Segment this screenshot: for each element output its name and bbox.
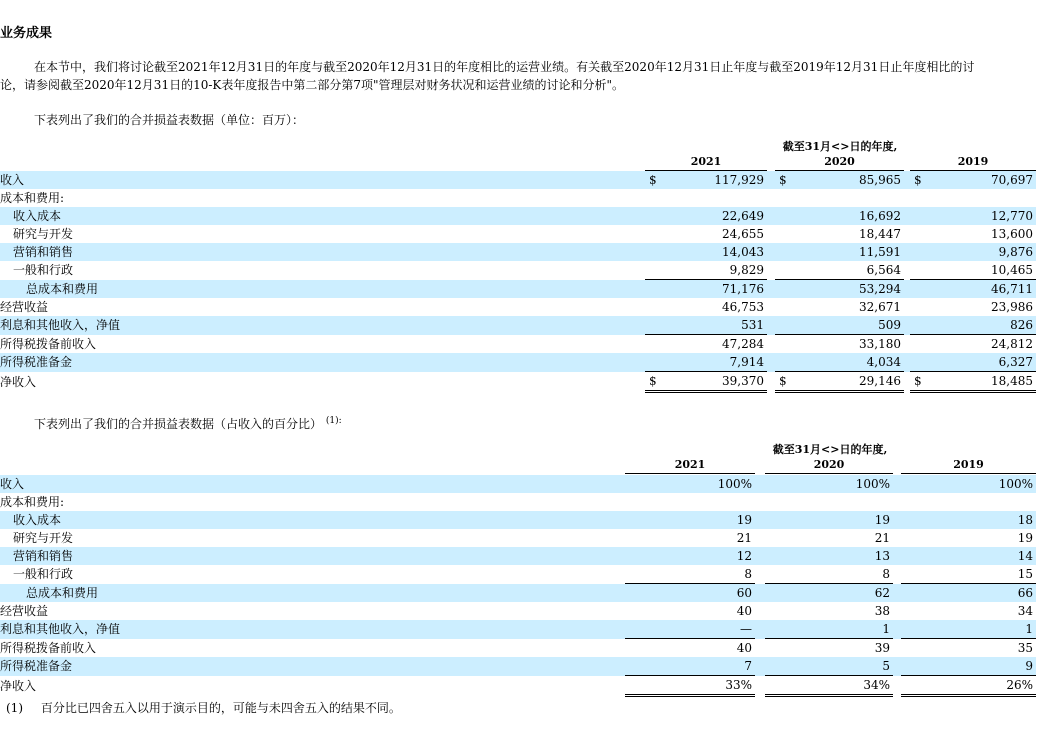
currency-cell: $ [775, 372, 793, 392]
currency-cell [775, 353, 793, 372]
table-row [0, 353, 1036, 372]
currency-cell: $ [645, 372, 663, 392]
value-cell: 62 [765, 584, 893, 603]
row-label: 收入成本 [0, 511, 625, 529]
table-row [0, 547, 1036, 565]
value-cell: 100% [765, 475, 893, 493]
row-label: 总成本和费用 [0, 584, 625, 603]
table2-year-header [0, 457, 1036, 474]
currency-cell [775, 261, 793, 280]
currency-cell [645, 189, 663, 207]
currency-cell [910, 353, 928, 372]
currency-cell [775, 298, 793, 316]
row-label: 净收入 [0, 678, 37, 693]
row-label: 营销和销售 [0, 547, 625, 565]
spacer-cell [755, 639, 765, 658]
row-label: 总成本和费用 [0, 280, 645, 299]
value-cell: 1 [901, 620, 1036, 639]
value-cell: 13,600 [991, 227, 1033, 241]
value-cell [793, 189, 904, 207]
value-cell: 100% [625, 475, 755, 493]
table-row [0, 225, 1036, 243]
value-cell: 32,671 [859, 300, 901, 314]
currency-cell [645, 316, 663, 335]
spacer-cell [767, 171, 775, 189]
spacer-cell [893, 511, 901, 529]
table2-year-2019: 2019 [901, 457, 1036, 474]
row-label: 利息和其他收入，净值 [0, 620, 625, 639]
value-cell: 8 [882, 567, 890, 581]
currency-cell [645, 280, 663, 299]
value-cell: 531 [663, 316, 767, 335]
row-label: 利息和其他收入，净值 [0, 316, 645, 335]
value-cell: 46,711 [928, 280, 1036, 299]
value-cell: 10,465 [991, 263, 1033, 277]
value-cell: 8 [744, 567, 752, 581]
value-cell: 40 [736, 604, 752, 618]
spacer-cell [767, 335, 775, 354]
spacer-cell [767, 243, 775, 261]
spacer-cell [755, 620, 765, 639]
currency-cell [910, 298, 928, 316]
value-cell: 100% [901, 475, 1036, 493]
table-row [0, 316, 1036, 335]
row-label: 收入 [0, 171, 645, 189]
currency-cell [775, 316, 793, 335]
currency-cell [645, 207, 663, 225]
spacer-cell [755, 584, 765, 603]
spacer-cell [767, 353, 775, 372]
value-cell: 18,447 [859, 227, 901, 241]
value-cell: 46,753 [722, 300, 764, 314]
currency-cell [910, 261, 928, 280]
income-statement-percent-table [0, 475, 1036, 697]
row-label: 收入成本 [0, 207, 645, 225]
table-row [0, 207, 1036, 225]
spacer-cell [893, 493, 901, 511]
row-label: 一般和行政 [13, 567, 74, 582]
value-cell [663, 189, 767, 207]
value-cell [765, 493, 893, 511]
value-cell: 21 [874, 531, 890, 545]
table1-period-header: 截至31月<>日的年度, [782, 140, 898, 153]
currency-cell [645, 225, 663, 243]
spacer-cell [755, 657, 765, 676]
currency-cell [645, 335, 663, 354]
value-cell: 85,965 [793, 171, 904, 189]
spacer-cell [755, 547, 765, 565]
table-row [0, 475, 1036, 493]
currency-cell [775, 243, 793, 261]
table-row [0, 584, 1036, 603]
row-label: 所得税准备金 [0, 353, 645, 372]
value-cell: 70,697 [928, 171, 1036, 189]
table1-year-2020: 2020 [775, 154, 904, 171]
spacer-cell [893, 657, 901, 676]
value-cell: 9 [901, 657, 1036, 676]
table-row [0, 372, 1036, 392]
table-row [0, 243, 1036, 261]
value-cell: 53,294 [793, 280, 904, 299]
row-label: 收入 [0, 475, 625, 493]
value-cell: 26% [901, 676, 1036, 696]
intro-paragraph [0, 58, 1041, 94]
value-cell: 21 [736, 531, 752, 545]
value-cell: 7 [625, 657, 755, 676]
row-label: 一般和行政 [13, 263, 74, 278]
value-cell: 19 [765, 511, 893, 529]
currency-cell [645, 261, 663, 280]
currency-cell [910, 225, 928, 243]
table-row [0, 335, 1036, 354]
value-cell: 35 [901, 639, 1036, 658]
value-cell: 33,180 [793, 335, 904, 354]
value-cell: 4,034 [793, 353, 904, 372]
spacer-cell [767, 316, 775, 335]
currency-cell [910, 280, 928, 299]
value-cell: 39 [765, 639, 893, 658]
row-label: 所得税准备金 [0, 657, 625, 676]
value-cell: 47,284 [663, 335, 767, 354]
value-cell: — [625, 620, 755, 639]
currency-cell [775, 335, 793, 354]
value-cell: 16,692 [793, 207, 904, 225]
value-cell: 117,929 [663, 171, 767, 189]
value-cell: 40 [625, 639, 755, 658]
value-cell [928, 189, 1036, 207]
row-label: 成本和费用: [0, 191, 65, 205]
currency-cell [775, 225, 793, 243]
spacer-cell [893, 620, 901, 639]
value-cell: 11,591 [793, 243, 904, 261]
value-cell [625, 493, 755, 511]
table-row [0, 602, 1036, 620]
value-cell: 14,043 [663, 243, 767, 261]
spacer-cell [767, 207, 775, 225]
currency-cell: $ [910, 171, 928, 189]
value-cell: 15 [1017, 567, 1033, 581]
intro-line-1: 在本节中，我们将讨论截至2021年12月31日的年度与截至2020年12月31日的年度相比的运营业绩。有关截至2020年12月31日止年度与截至2019年12月31日止年度相比的讨 [34, 60, 975, 74]
spacer-cell [755, 511, 765, 529]
value-cell: 24,655 [722, 227, 764, 241]
currency-cell [910, 243, 928, 261]
spacer-cell [767, 372, 775, 392]
value-cell: 34 [1017, 604, 1033, 618]
currency-cell: $ [775, 171, 793, 189]
table-row [0, 657, 1036, 676]
value-cell [901, 493, 1036, 511]
table1-year-header [0, 154, 1036, 171]
value-cell: 826 [928, 316, 1036, 335]
currency-cell [645, 298, 663, 316]
value-cell: 66 [901, 584, 1036, 603]
spacer-cell [767, 261, 775, 280]
table2-year-2020: 2020 [765, 457, 893, 474]
table-row [0, 189, 1036, 207]
table2-period-header: 截至31月<>日的年度, [772, 443, 888, 456]
table-row [0, 511, 1036, 529]
table-row [0, 620, 1036, 639]
spacer-cell [893, 602, 901, 620]
value-cell: 18 [901, 511, 1036, 529]
spacer-cell [893, 584, 901, 603]
value-cell: 23,986 [991, 300, 1033, 314]
table1-year-2019: 2019 [910, 154, 1036, 171]
value-cell: 5 [765, 657, 893, 676]
row-label: 营销和销售 [0, 243, 645, 261]
value-cell: 9,876 [928, 243, 1036, 261]
row-label: 研究与开发 [13, 531, 74, 545]
footnote-ref: (1): [325, 416, 342, 426]
value-cell: 13 [765, 547, 893, 565]
spacer-cell [893, 529, 901, 547]
value-cell: 19 [1017, 531, 1033, 545]
footnote [6, 699, 401, 716]
value-cell: 14 [901, 547, 1036, 565]
income-statement-millions-table [0, 171, 1036, 393]
value-cell: 34% [765, 676, 893, 696]
spacer-cell [893, 547, 901, 565]
value-cell: 39,370 [663, 372, 767, 392]
footnote-text: 百分比已四舍五入以用于演示目的，可能与未四舍五入的结果不同。 [40, 701, 401, 715]
table-row [0, 280, 1036, 299]
spacer-cell [755, 493, 765, 511]
currency-cell [910, 189, 928, 207]
spacer-cell [755, 529, 765, 547]
table1-caption: 下表列出了我们的合并损益表数据（单位：百万）： [34, 113, 305, 127]
currency-cell: $ [910, 372, 928, 392]
currency-cell [775, 207, 793, 225]
currency-cell [645, 353, 663, 372]
currency-cell: $ [645, 171, 663, 189]
currency-cell [910, 316, 928, 335]
row-label: 净收入 [0, 374, 37, 389]
value-cell: 24,812 [928, 335, 1036, 354]
row-label: 所得税拨备前收入 [0, 336, 97, 351]
spacer-cell [767, 280, 775, 299]
currency-cell [775, 189, 793, 207]
value-cell: 22,649 [663, 207, 767, 225]
section-heading: 业务成果 [0, 26, 53, 41]
row-label: 经营收益 [0, 604, 49, 618]
value-cell: 509 [793, 316, 904, 335]
value-cell: 1 [765, 620, 893, 639]
spacer-cell [755, 602, 765, 620]
table-row [0, 261, 1036, 280]
spacer-cell [755, 565, 765, 584]
table-row [0, 676, 1036, 696]
footnote-marker: (1) [6, 701, 23, 715]
value-cell: 29,146 [793, 372, 904, 392]
table-row [0, 529, 1036, 547]
value-cell: 18,485 [928, 372, 1036, 392]
spacer-cell [767, 298, 775, 316]
row-label: 所得税拨备前收入 [0, 640, 97, 655]
value-cell: 9,829 [729, 263, 764, 277]
spacer-cell [893, 565, 901, 584]
table2-caption [34, 415, 342, 432]
table-row [0, 171, 1036, 189]
value-cell: 33% [625, 676, 755, 696]
row-label: 成本和费用: [0, 495, 65, 509]
spacer-cell [755, 475, 765, 493]
spacer-cell [767, 189, 775, 207]
value-cell: 71,176 [663, 280, 767, 299]
value-cell: 7,914 [663, 353, 767, 372]
table-row [0, 639, 1036, 658]
row-label: 经营收益 [0, 300, 49, 314]
table-row [0, 493, 1036, 511]
value-cell: 38 [874, 604, 890, 618]
value-cell: 6,327 [928, 353, 1036, 372]
spacer-cell [893, 676, 901, 696]
value-cell: 6,564 [866, 263, 901, 277]
value-cell: 12 [625, 547, 755, 565]
table-row [0, 565, 1036, 584]
spacer-cell [767, 225, 775, 243]
currency-cell [910, 335, 928, 354]
intro-line-2: 论，请参阅截至2020年12月31日的10-K表年度报告中第二部分第7项"管理层对财务状况和运营业绩的讨论和分析"。 [0, 78, 625, 92]
currency-cell [775, 280, 793, 299]
value-cell: 19 [625, 511, 755, 529]
currency-cell [910, 207, 928, 225]
table2-year-2021: 2021 [625, 457, 755, 474]
spacer-cell [755, 676, 765, 696]
table1-year-2021: 2021 [645, 154, 767, 171]
value-cell: 60 [625, 584, 755, 603]
currency-cell [645, 243, 663, 261]
spacer-cell [893, 639, 901, 658]
table-row [0, 298, 1036, 316]
table2-caption-text: 下表列出了我们的合并损益表数据（占收入的百分比） [34, 417, 323, 431]
spacer-cell [893, 475, 901, 493]
row-label: 研究与开发 [13, 227, 74, 241]
value-cell: 12,770 [928, 207, 1036, 225]
